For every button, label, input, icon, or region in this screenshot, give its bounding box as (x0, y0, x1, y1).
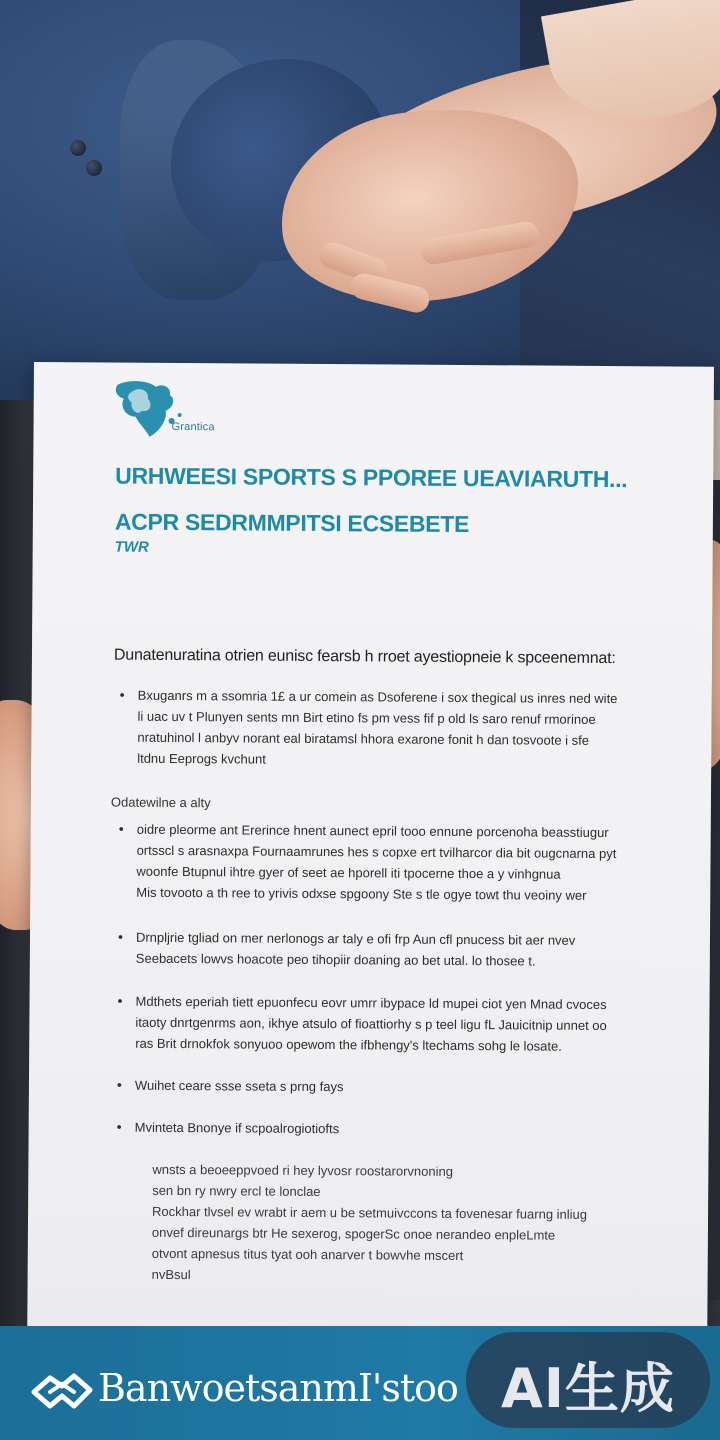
bullet-item (118, 927, 658, 973)
logo-text: Grantica (171, 420, 215, 434)
document-sheet (27, 362, 714, 1333)
bullet-item (117, 1117, 657, 1142)
bullet-item (117, 991, 657, 1058)
section-label: Odatewilne a alty (110, 794, 211, 811)
bullet-line: itaoty dnrtgenrms aon, ikhye atsulo of fioattiorhy s p teel ligu fL Jauicitnip unnet oo (135, 1014, 607, 1034)
bullet-line: Wuihet ceare ssse sseta s prng fays (134, 1077, 344, 1095)
bullet-line: ortsscl s arasnaxpa Fournaamrunes hes s copxe ert tvilharcor dia bit ougcnarna pyt (136, 842, 617, 862)
document-lead: Dunatenuratina otrien eunisc fearsb h rroet ayestiopneie k spceenemnat: (113, 646, 616, 668)
sub-line: sen bn ry nwry ercl te lonclae (152, 1182, 321, 1200)
bullet-line: nratuhinol l anbyv norant eal biratamsl hhora exarone fonit h dan tosvoote i sfe (137, 729, 590, 748)
bullet-line: ras Brit drnokfok sonyuoo opewom the ifbhengy's ltechams sohg le losate. (135, 1035, 562, 1054)
bullet-line: Drnpljrie tgliad on mer nerlonogs ar taly e ofi frp Aun cfl pnucess bit aer nvev (135, 929, 576, 948)
bullet-item (119, 685, 660, 773)
bullet-icon: • (116, 1118, 122, 1135)
bullet-line: li uac uv t Plunyen sents mn Birt etino fs pm vess fif p old ls saro renuf rmorinoe (137, 708, 596, 727)
document-title-line3: TWR (114, 538, 149, 556)
bullet-item (118, 819, 659, 907)
bullet-line: ltdnu Eeprogs kvchunt (137, 750, 266, 767)
bullet-line: Bxuganrs m a ssomria 1£ a ur comein as Dsoferene i sox thegical us inres ned wite (137, 687, 618, 707)
bullet-line: Mdthets eperiah tiett epuonfecu eovr umrr ibypace ld mupei ciot yen Mnad cvoces (135, 993, 607, 1013)
bullet-icon: • (119, 686, 125, 703)
document-title-line2: ACPR SEDRMMPITSI ECSEBETE (114, 508, 470, 538)
sub-line: otvont apnesus titus tyat ooh anarver t bowvhe mscert (151, 1245, 464, 1264)
bullet-item (117, 1075, 657, 1100)
brand-text: BanwoetsanmI'stoo (98, 1366, 458, 1410)
sub-line: wnsts a beoeeppvoed ri hey lyvosr roostarorvnoning (152, 1161, 454, 1179)
sub-list (152, 1159, 673, 1289)
bullet-line: Seebacets lowvs hoacote peo tihopiir doaning ao bet utal. lo thosee t. (135, 950, 536, 969)
bullet-line: Mvinteta Bnonye if scpoalrogiotiofts (134, 1119, 340, 1137)
handshake-logo-icon (30, 1366, 94, 1410)
ai-generated-badge (466, 1332, 710, 1428)
bullet-icon: • (116, 1076, 122, 1093)
map-logo-icon (109, 377, 249, 448)
ai-badge-text: AI生成 (501, 1357, 675, 1420)
suit-button (86, 160, 102, 176)
document-title-line1: URHWEESI SPORTS S PPOREE UEAVIARUTH... (115, 462, 628, 493)
bullet-line: woonfe Btupnul ihtre gyer of seet ae hporell iti tpocerne thoe a y vinhgnua (136, 863, 561, 882)
sub-line: nvBsul (151, 1266, 191, 1283)
sub-line: Rockhar tlvsel ev wrabt ir aem u be setmuivccons ta fovenesar fuarng inliug (152, 1203, 588, 1222)
bullet-line: Mis tovooto a th ree to yrivis odxse spgoony Ste s tle ogye towt thu veoiny wer (136, 884, 587, 903)
bullet-icon: • (117, 992, 123, 1009)
bullet-icon: • (118, 820, 124, 837)
sub-line: onvef direunargs btr He sexerog, spogerSc onoe nerandeo enpleLmte (151, 1224, 556, 1243)
bullet-icon: • (117, 928, 123, 945)
bullet-line: oidre pleorme ant Ererince hnent aunect epril tooo ennune porcenoha beasstiugur (136, 821, 609, 841)
suit-button (70, 140, 86, 156)
